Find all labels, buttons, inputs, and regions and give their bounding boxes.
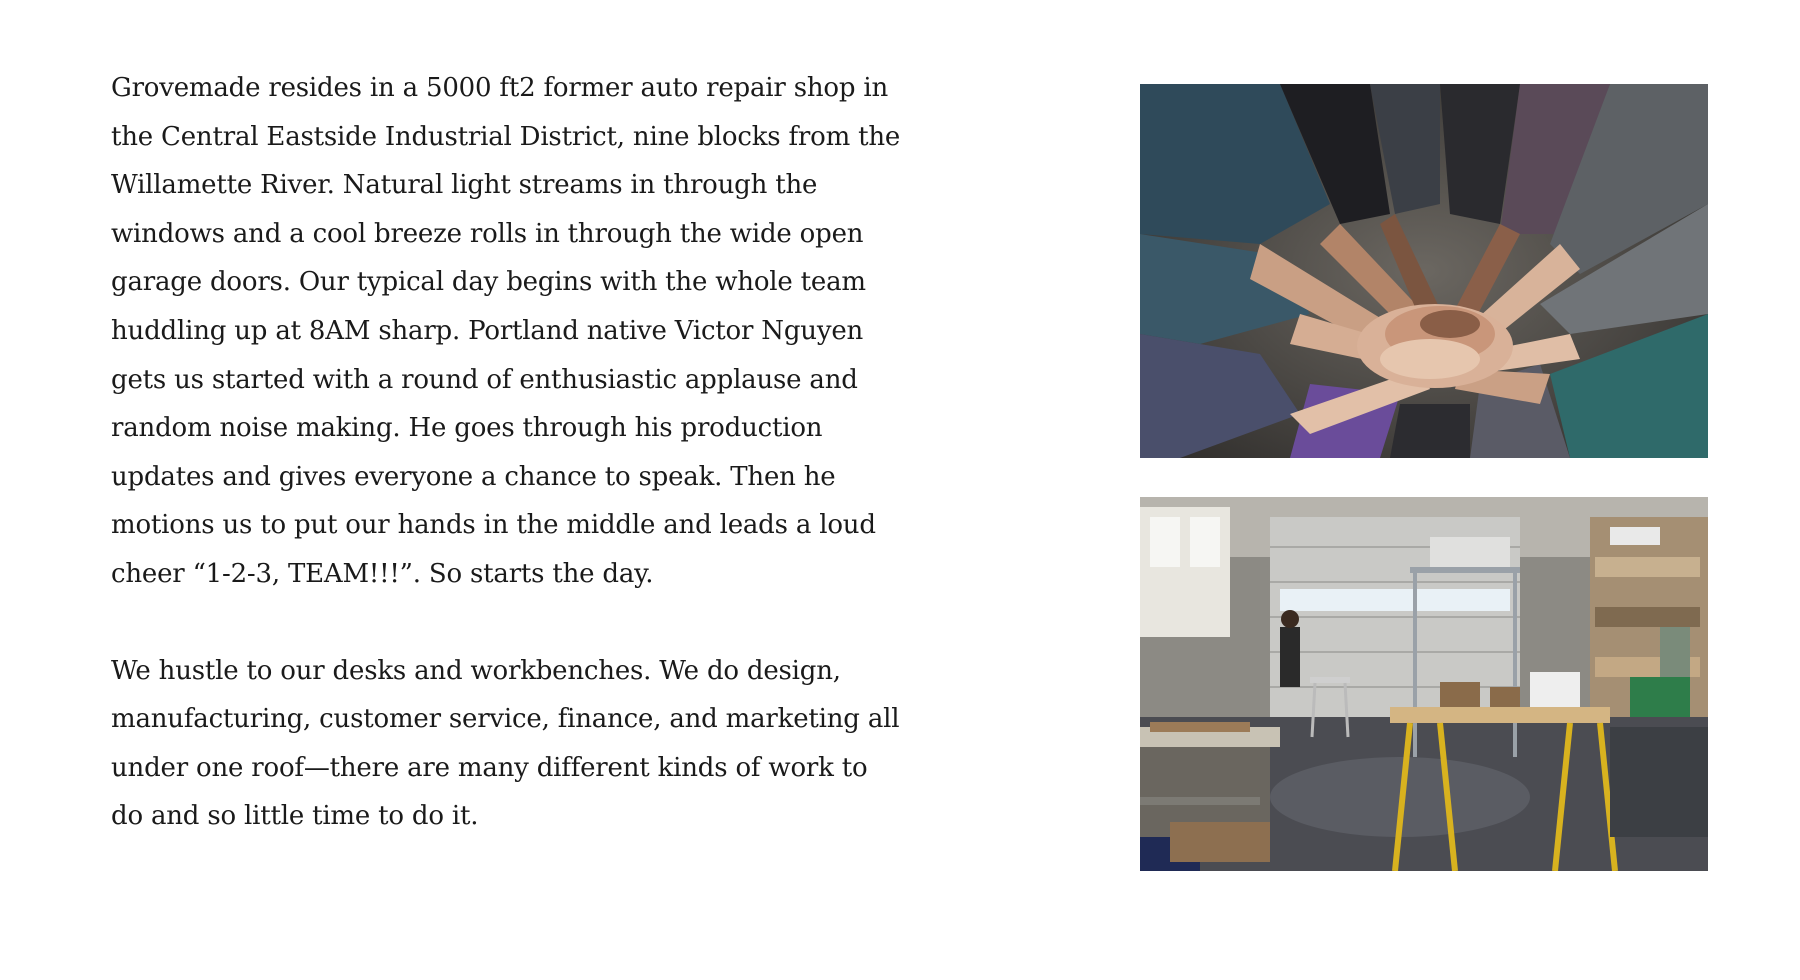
- team-hands-photo: [1140, 84, 1708, 458]
- story-paragraph-2: We hustle to our desks and workbenches. We do design, manufacturing, customer service, finance, and marketing all under one roof—there are many different kinds of work to do and so little time to do it.: [111, 655, 900, 832]
- story-text-column: [111, 64, 901, 841]
- workshop-illustration: [1140, 497, 1708, 871]
- workshop-photo: [1140, 497, 1708, 871]
- team-hands-illustration: [1140, 84, 1708, 458]
- story-paragraph-1: Grovemade resides in a 5000 ft2 former auto repair shop in the Central Eastside Industrial District, nine blocks from the Willamette River. Natural light streams in through the windows and a cool breeze rolls in through the wide open garage doors. Our typical day begins with the whole team huddling up at 8AM sharp. Portland native Victor Nguyen gets us started with a round of enthusiastic applause and random noise making. He goes through his production updates and gives everyone a chance to speak. Then he motions us to put our hands in the middle and leads a loud cheer “1-2-3, TEAM!!!”. So starts the day.: [111, 73, 901, 589]
